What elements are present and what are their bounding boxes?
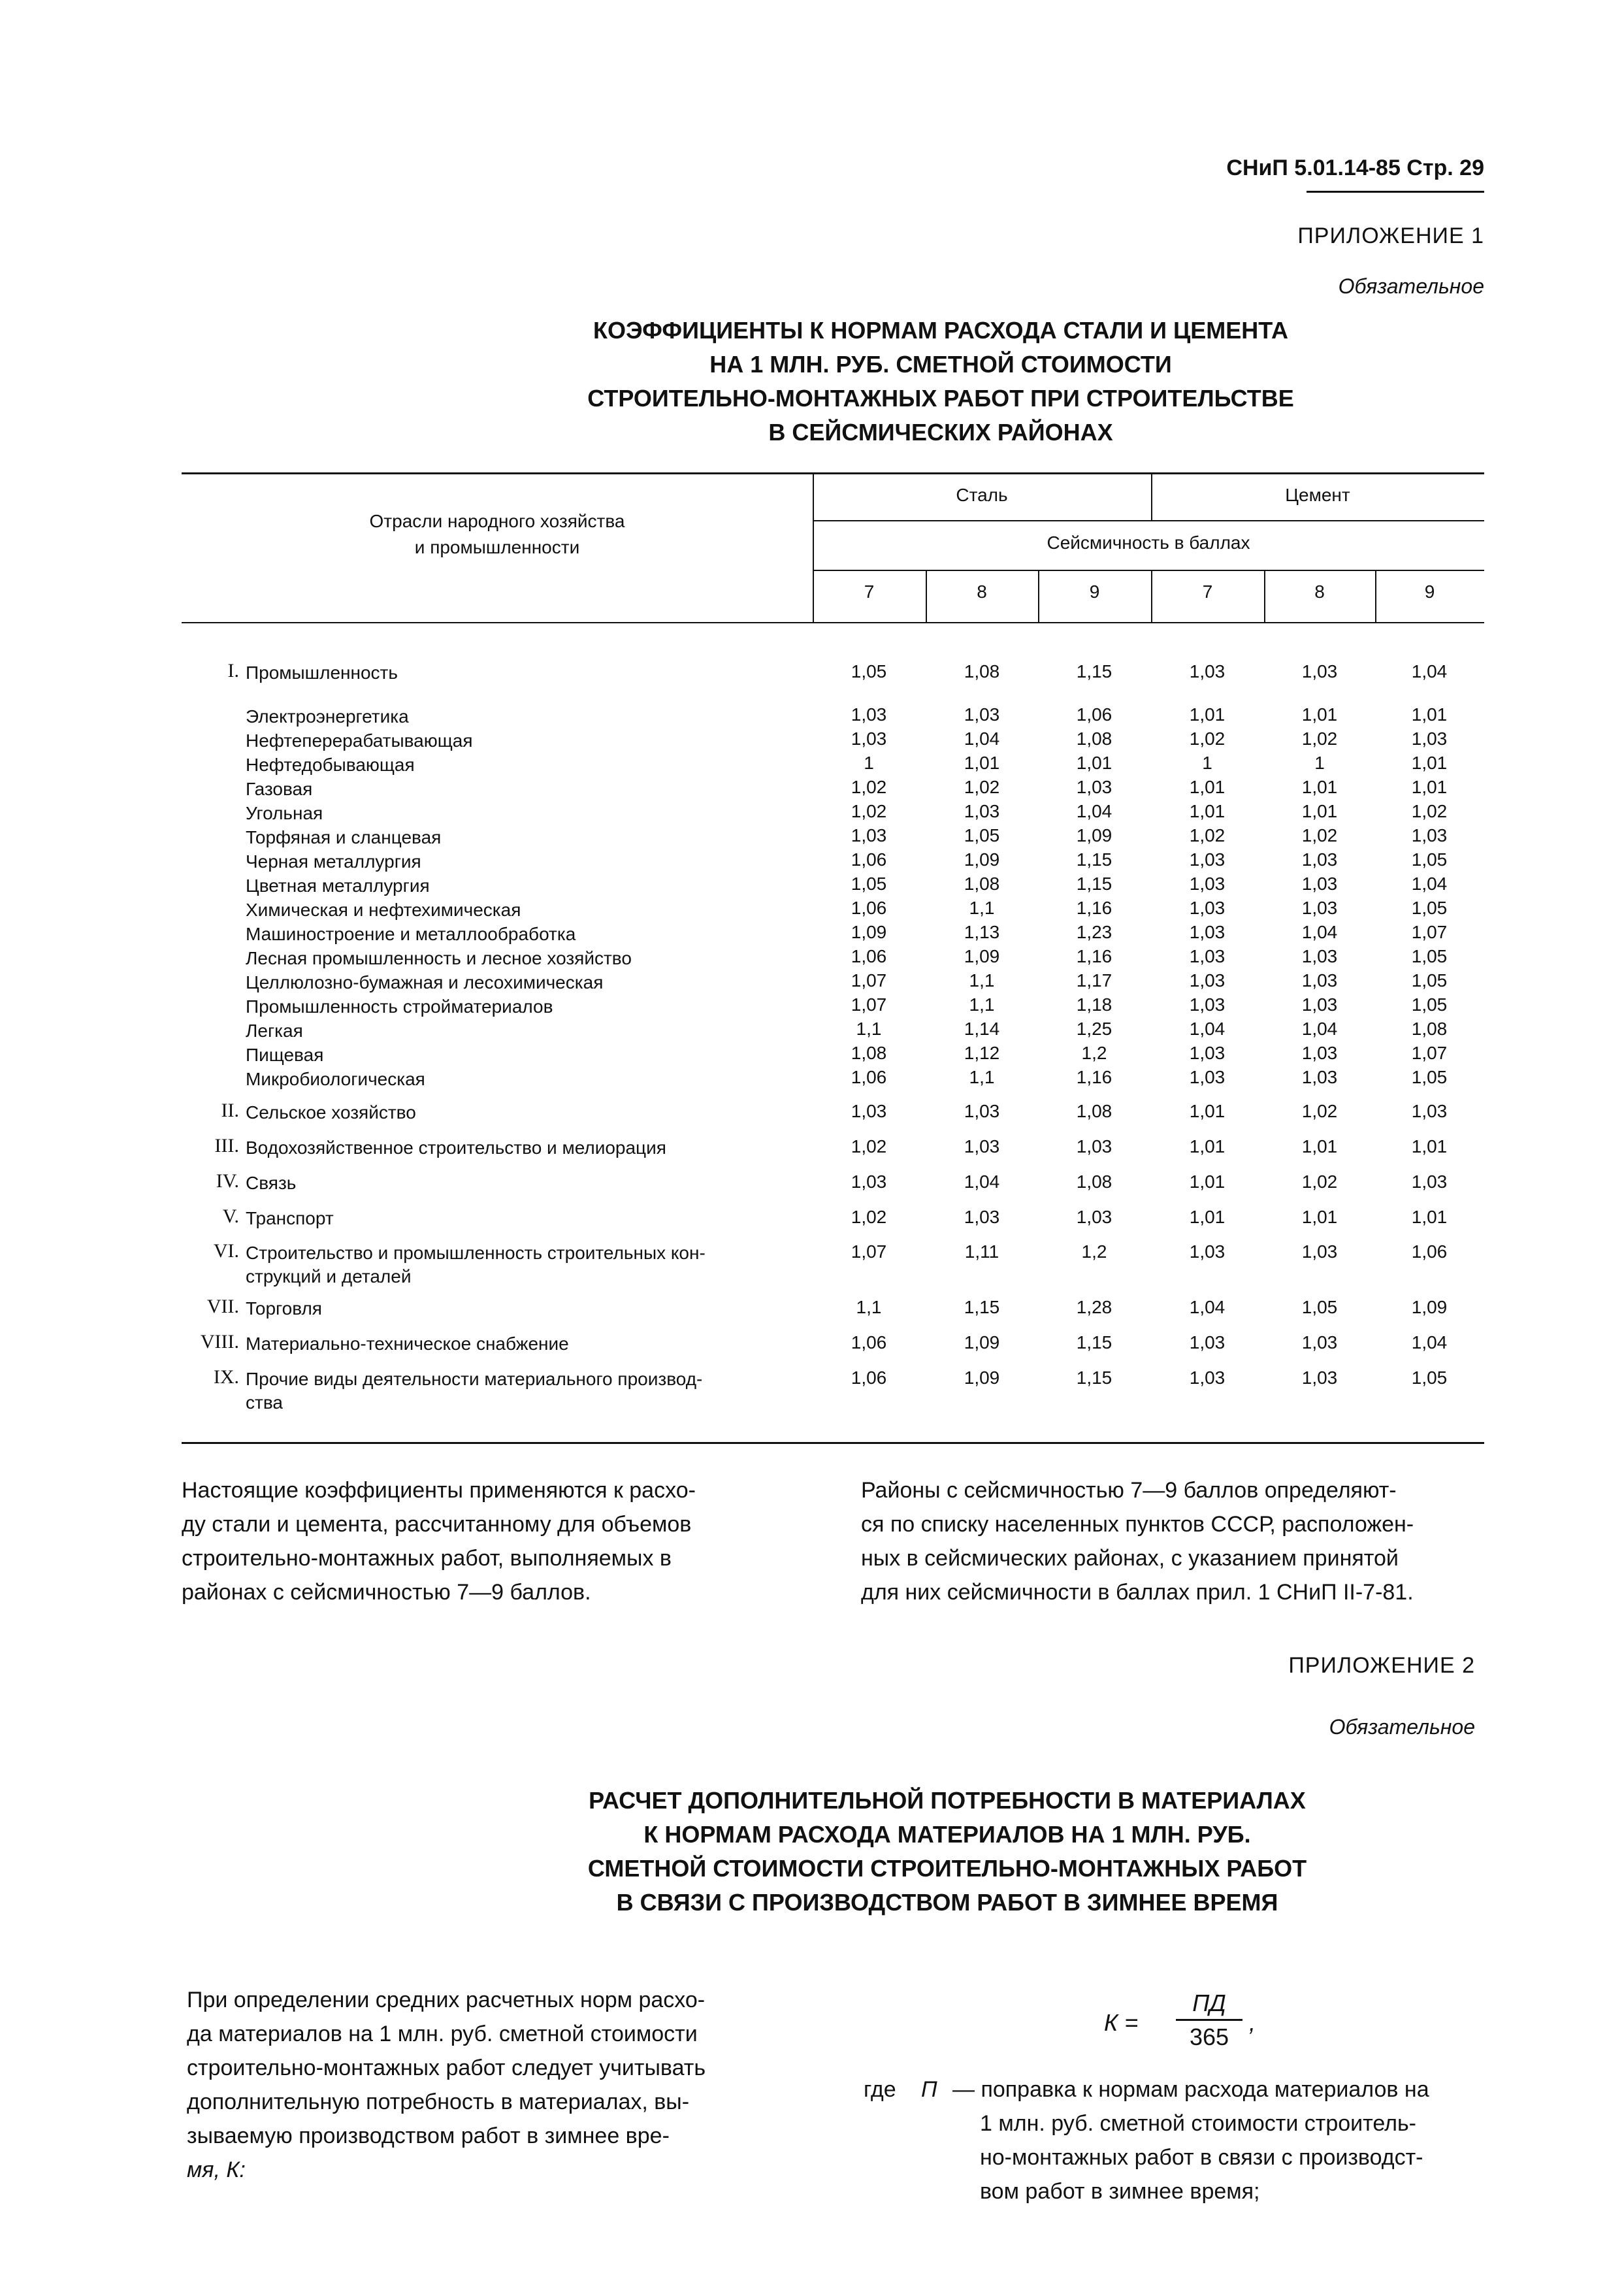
coefficient-cell: 1,03 <box>1301 946 1338 966</box>
formula-tail: , <box>1249 2009 1256 2036</box>
coefficient-cell: 1,03 <box>1189 1067 1226 1087</box>
coefficient-cell: 1,03 <box>851 825 887 845</box>
coefficient-cell: 1,03 <box>1301 970 1338 991</box>
coefficient-cell: 1 <box>864 753 874 773</box>
coefficient-cell: 1,04 <box>964 729 1000 749</box>
coefficient-cell: 1,2 <box>1081 1043 1107 1063</box>
subsector-label <box>246 994 794 1019</box>
sector-label <box>246 1207 794 1230</box>
coefficient-cell: 1,05 <box>851 874 887 894</box>
coefficient-cell: 1,08 <box>1411 1019 1448 1039</box>
coefficient-cell: 1,07 <box>1411 922 1448 942</box>
coefficient-cell: 1,06 <box>851 1067 887 1087</box>
coefficient-cell: 1,01 <box>1076 753 1112 773</box>
coefficient-cell: 1,03 <box>1411 825 1448 845</box>
coefficient-cell: 1,06 <box>851 946 887 966</box>
label-line: Нефтедобывающая <box>246 755 415 775</box>
coefficient-cell: 1,09 <box>964 946 1000 966</box>
coefficient-cell: 1,03 <box>1189 946 1226 966</box>
appendix1-label: ПРИЛОЖЕНИЕ 1 <box>1297 223 1484 248</box>
subsector-label <box>246 1019 794 1043</box>
appendix1-title-line: СТРОИТЕЛЬНО-МОНТАЖНЫХ РАБОТ ПРИ СТРОИТЕЛЬСТВЕ <box>587 385 1294 412</box>
note-right <box>861 1473 1484 1609</box>
coefficient-cell: 1,04 <box>1189 1297 1226 1317</box>
coefficient-cell: 1,2 <box>1081 1241 1107 1262</box>
coefficient-cell: 1,02 <box>851 1207 887 1227</box>
coefficient-cell: 1,03 <box>851 704 887 725</box>
score-header: 8 <box>1314 582 1325 602</box>
coefficient-cell: 1,01 <box>1189 1136 1226 1156</box>
fraction-bar <box>1176 2019 1242 2021</box>
coefficient-cell: 1,03 <box>1189 1043 1226 1063</box>
coefficient-cell: 1,05 <box>1301 1297 1338 1317</box>
note-right-line: Районы с сейсмичностью 7—9 баллов определяют- <box>861 1478 1397 1503</box>
label-line: Транспорт <box>246 1208 334 1228</box>
body-line: да материалов на 1 млн. руб. сметной стоимости <box>187 2022 698 2046</box>
coefficient-cell: 1,02 <box>1301 1101 1338 1121</box>
coefficient-cell: 1,02 <box>1189 825 1226 845</box>
row-roman-numeral: VIII. <box>200 1331 239 1352</box>
row-roman-numeral: VII. <box>206 1296 239 1317</box>
where-line: — поправка к нормам расхода материалов на <box>952 2077 1429 2102</box>
coefficient-cell: 1,02 <box>1189 729 1226 749</box>
label-line: Черная металлургия <box>246 851 421 872</box>
sector-label <box>246 1241 794 1288</box>
coefficient-cell: 1,04 <box>1301 1019 1338 1039</box>
body-line: зываемую производством работ в зимнее вре- <box>187 2123 670 2148</box>
label-line: Лесная промышленность и лесное хозяйство <box>246 948 632 968</box>
label-line: Промышленность <box>246 663 398 683</box>
subsector-label <box>246 898 794 922</box>
coefficient-cell: 1,15 <box>964 1297 1000 1317</box>
appendix1-title <box>451 314 1431 450</box>
where-symbol: П <box>921 2077 937 2102</box>
subsector-label <box>246 825 794 849</box>
label-line: Целлюлозно-бумажная и лесохимическая <box>246 972 604 992</box>
coefficient-cell: 1,09 <box>1411 1297 1448 1317</box>
coefficient-cell: 1,18 <box>1076 994 1112 1015</box>
where-line: 1 млн. руб. сметной стоимости строитель- <box>980 2111 1416 2136</box>
coefficient-cell: 1,03 <box>1411 1172 1448 1192</box>
coefficient-cell: 1,07 <box>1411 1043 1448 1063</box>
coefficient-cell: 1 <box>1202 753 1212 773</box>
coefficient-cell: 1,02 <box>964 777 1000 797</box>
coefficient-cell: 1,15 <box>1076 874 1112 894</box>
label-line: Микробиологическая <box>246 1069 425 1089</box>
label-line: ства <box>246 1392 283 1413</box>
row-roman-numeral: I. <box>227 660 239 681</box>
appendix2-title-line: К НОРМАМ РАСХОДА МАТЕРИАЛОВ НА 1 МЛН. РУБ. <box>643 1821 1251 1848</box>
label-line: Торфяная и сланцевая <box>246 827 442 847</box>
subsector-label <box>246 753 794 777</box>
label-line: Нефтеперерабатывающая <box>246 730 473 751</box>
coefficient-cell: 1,03 <box>1189 1368 1226 1388</box>
score-header: 7 <box>1202 582 1213 602</box>
coefficient-cell: 1,03 <box>1411 729 1448 749</box>
note-left-line: строительно-монтажных работ, выполняемых в <box>182 1546 672 1571</box>
appendix2-title <box>457 1784 1437 1920</box>
coefficient-cell: 1,14 <box>964 1019 1000 1039</box>
score-header: 8 <box>977 582 987 602</box>
table-hline <box>813 520 1484 521</box>
table-hline <box>813 570 1484 571</box>
coefficient-cell: 1,06 <box>1076 704 1112 725</box>
coefficient-cell: 1,06 <box>851 1368 887 1388</box>
coefficient-cell: 1,03 <box>1189 1332 1226 1352</box>
label-line: Прочие виды деятельности материального производ- <box>246 1369 703 1389</box>
coefficient-cell: 1,09 <box>964 1332 1000 1352</box>
coefficient-cell: 1,07 <box>851 1241 887 1262</box>
coefficient-cell: 1,08 <box>964 661 1000 681</box>
coefficient-cell: 1,02 <box>1411 801 1448 821</box>
coefficient-cell: 1,23 <box>1076 922 1112 942</box>
coefficient-cell: 1,15 <box>1076 1368 1112 1388</box>
label-line: Пищевая <box>246 1045 324 1065</box>
coefficient-cell: 1,01 <box>1189 801 1226 821</box>
coefficient-cell: 1,03 <box>1189 898 1226 918</box>
appendix1-title-line: КОЭФФИЦИЕНТЫ К НОРМАМ РАСХОДА СТАЛИ И ЦЕМЕНТА <box>593 317 1288 344</box>
label-line: Химическая и нефтехимическая <box>246 900 521 920</box>
coefficient-cell: 1,05 <box>1411 1067 1448 1087</box>
note-left-line: ду стали и цемента, рассчитанному для объемов <box>182 1512 692 1537</box>
coefficient-cell: 1,05 <box>1411 849 1448 870</box>
label-line: Легкая <box>246 1021 303 1041</box>
label-line: Сельское хозяйство <box>246 1102 416 1122</box>
coefficient-cell: 1,03 <box>1301 898 1338 918</box>
appendix2-status: Обязательное <box>1329 1715 1475 1739</box>
table-head-rule <box>182 622 1484 623</box>
coefficient-cell: 1,03 <box>964 704 1000 725</box>
label-line: Газовая <box>246 779 313 799</box>
coefficient-cell: 1,03 <box>964 1136 1000 1156</box>
coefficient-cell: 1,01 <box>1411 777 1448 797</box>
coefficient-cell: 1,03 <box>1076 777 1112 797</box>
subsector-label <box>246 704 794 729</box>
coefficient-cell: 1,01 <box>1189 1172 1226 1192</box>
appendix2-title-line: В СВЯЗИ С ПРОИЗВОДСТВОМ РАБОТ В ЗИМНЕЕ ВРЕМЯ <box>616 1889 1278 1916</box>
coefficient-cell: 1,06 <box>851 1332 887 1352</box>
body-line: дополнительную потребность в материалах, вы- <box>187 2089 690 2114</box>
where-prefix: где <box>864 2077 896 2102</box>
coefficient-cell: 1,02 <box>851 777 887 797</box>
where-line: вом работ в зимнее время; <box>980 2179 1260 2204</box>
coefficient-cell: 1,1 <box>969 970 995 991</box>
coefficient-cell: 1,03 <box>851 1172 887 1192</box>
coefficient-cell: 1,08 <box>1076 1101 1112 1121</box>
coefficient-cell: 1,05 <box>964 825 1000 845</box>
note-left-line: Настоящие коэффициенты применяются к расхо- <box>182 1478 696 1503</box>
coefficient-cell: 1,12 <box>964 1043 1000 1063</box>
coefficient-cell: 1,05 <box>1411 994 1448 1015</box>
score-header: 7 <box>864 582 875 602</box>
row-roman-numeral: III. <box>214 1135 239 1156</box>
coefficient-cell: 1 <box>1314 753 1325 773</box>
where-line: но-монтажных работ в связи с производст- <box>980 2145 1423 2170</box>
coefficient-cell: 1,03 <box>1189 970 1226 991</box>
coefficient-cell: 1,06 <box>1411 1241 1448 1262</box>
coefficient-cell: 1,03 <box>1301 1067 1338 1087</box>
subsector-label <box>246 946 794 970</box>
coefficient-cell: 1,03 <box>1189 661 1226 681</box>
cement-group-header: Цемент <box>1285 485 1350 505</box>
coefficient-cell: 1,15 <box>1076 661 1112 681</box>
label-line: Строительство и промышленность строительных кон- <box>246 1243 706 1263</box>
label-line: Электроэнергетика <box>246 706 409 727</box>
row-roman-numeral: IX. <box>213 1366 239 1388</box>
coefficient-cell: 1,09 <box>851 922 887 942</box>
appendix1-status: Обязательное <box>1338 274 1484 298</box>
coefficient-cell: 1,01 <box>1301 777 1338 797</box>
label-line: Связь <box>246 1173 297 1193</box>
header-rule <box>1307 191 1484 193</box>
label-line: Промышленность стройматериалов <box>246 996 553 1017</box>
coefficient-cell: 1,01 <box>1301 704 1338 725</box>
coefficient-cell: 1,01 <box>1411 704 1448 725</box>
subsector-label <box>246 849 794 874</box>
coefficient-cell: 1,02 <box>1301 1172 1338 1192</box>
coefficient-cell: 1,1 <box>856 1297 882 1317</box>
coefficient-cell: 1,08 <box>1076 729 1112 749</box>
coefficient-cell: 1,28 <box>1076 1297 1112 1317</box>
coefficient-cell: 1,03 <box>1189 994 1226 1015</box>
body-line: строительно-монтажных работ следует учитывать <box>187 2056 706 2080</box>
formula-lhs: К = <box>1104 2009 1139 2036</box>
coefficient-cell: 1,11 <box>964 1241 999 1262</box>
row-roman-numeral: VI. <box>213 1240 239 1262</box>
where-definition <box>952 2073 1484 2208</box>
document-reference: СНиП 5.01.14-85 Стр. 29 <box>1226 156 1484 180</box>
coefficient-cell: 1,03 <box>1189 874 1226 894</box>
coefficient-cell: 1,08 <box>964 874 1000 894</box>
label-line: Цветная металлургия <box>246 876 430 896</box>
note-right-line: для них сейсмичности в баллах прил. 1 СНиП II-7-81. <box>861 1580 1414 1605</box>
label-line: Угольная <box>246 803 323 823</box>
sector-label <box>246 1332 794 1356</box>
coefficient-cell: 1,1 <box>856 1019 882 1039</box>
subsector-label <box>246 777 794 801</box>
formula-denominator: 365 <box>1189 2024 1229 2050</box>
appendix2-label: ПРИЛОЖЕНИЕ 2 <box>1288 1653 1475 1678</box>
score-header: 9 <box>1089 582 1100 602</box>
coefficient-cell: 1,03 <box>1189 1241 1226 1262</box>
sector-label <box>246 1297 794 1320</box>
coefficient-cell: 1,16 <box>1076 898 1112 918</box>
label-line: Торговля <box>246 1298 322 1319</box>
coefficient-cell: 1,01 <box>1411 753 1448 773</box>
coefficient-cell: 1,1 <box>969 898 995 918</box>
table-top-rule <box>182 472 1484 474</box>
coefficient-cell: 1,04 <box>1411 1332 1448 1352</box>
coefficient-cell: 1,03 <box>1076 1207 1112 1227</box>
body-line: При определении средних расчетных норм расхо- <box>187 1988 706 2012</box>
coefficient-cell: 1,03 <box>1301 1241 1338 1262</box>
coefficient-cell: 1,05 <box>1411 1368 1448 1388</box>
coefficient-cell: 1,03 <box>964 1207 1000 1227</box>
coefficient-cell: 1,02 <box>851 801 887 821</box>
subsector-label <box>246 729 794 753</box>
coefficient-cell: 1,07 <box>851 994 887 1015</box>
coefficient-cell: 1,09 <box>964 849 1000 870</box>
note-right-line: ся по списку населенных пунктов СССР, расположен- <box>861 1512 1414 1537</box>
coefficient-cell: 1,03 <box>1411 1101 1448 1121</box>
coefficient-cell: 1,13 <box>964 922 1000 942</box>
coefficient-cell: 1,05 <box>1411 946 1448 966</box>
coefficient-cell: 1,08 <box>851 1043 887 1063</box>
note-right-line: ных в сейсмических районах, с указанием принятой <box>861 1546 1399 1571</box>
coefficient-cell: 1,03 <box>1301 994 1338 1015</box>
sector-column-header <box>182 508 813 561</box>
coefficient-cell: 1,01 <box>1301 1207 1338 1227</box>
seismic-header: Сейсмичность в баллах <box>1047 533 1250 553</box>
subsector-label <box>246 801 794 825</box>
coefficient-cell: 1,01 <box>1411 1207 1448 1227</box>
label-line: Материально-техническое снабжение <box>246 1334 569 1354</box>
coefficient-cell: 1,05 <box>1411 970 1448 991</box>
coefficient-cell: 1,01 <box>1189 1101 1226 1121</box>
coefficient-cell: 1,03 <box>1189 849 1226 870</box>
sector-header-line: и промышленности <box>414 537 580 557</box>
coefficient-cell: 1,05 <box>1411 898 1448 918</box>
body-line: мя, К: <box>187 2157 246 2182</box>
coefficient-cell: 1,03 <box>964 1101 1000 1121</box>
formula-numerator: ПД <box>1192 1990 1226 2016</box>
coefficient-cell: 1,01 <box>1301 1136 1338 1156</box>
coefficient-cell: 1,16 <box>1076 1067 1112 1087</box>
coefficient-cell: 1,03 <box>1301 874 1338 894</box>
label-line: струкций и деталей <box>246 1266 412 1286</box>
coefficient-cell: 1,01 <box>1189 1207 1226 1227</box>
row-roman-numeral: II. <box>221 1100 239 1121</box>
row-roman-numeral: IV. <box>216 1170 239 1192</box>
coefficient-cell: 1,25 <box>1076 1019 1112 1039</box>
appendix2-title-line: СМЕТНОЙ СТОИМОСТИ СТРОИТЕЛЬНО-МОНТАЖНЫХ РАБОТ <box>587 1855 1307 1882</box>
coefficient-cell: 1,15 <box>1076 1332 1112 1352</box>
row-roman-numeral: V. <box>222 1205 239 1227</box>
coefficient-cell: 1,04 <box>1411 874 1448 894</box>
coefficient-cell: 1,06 <box>851 898 887 918</box>
sector-label <box>246 1136 794 1160</box>
coefficient-cell: 1,08 <box>1076 1172 1112 1192</box>
coefficient-cell: 1,03 <box>851 1101 887 1121</box>
subsector-label <box>246 970 794 994</box>
coefficient-cell: 1,06 <box>851 849 887 870</box>
sector-label <box>246 1101 794 1124</box>
coefficient-cell: 1,07 <box>851 970 887 991</box>
coefficient-cell: 1,04 <box>1189 1019 1226 1039</box>
coefficient-cell: 1,02 <box>1301 729 1338 749</box>
coefficient-cell: 1,03 <box>1301 1368 1338 1388</box>
coefficient-cell: 1,09 <box>1076 825 1112 845</box>
coefficient-cell: 1,03 <box>1301 849 1338 870</box>
appendix1-title-line: В СЕЙСМИЧЕСКИХ РАЙОНАХ <box>768 419 1113 446</box>
coefficient-cell: 1,02 <box>1301 825 1338 845</box>
coefficient-cell: 1,03 <box>1189 922 1226 942</box>
coefficient-cell: 1,15 <box>1076 849 1112 870</box>
coefficient-cell: 1,04 <box>1411 661 1448 681</box>
subsector-label <box>246 1043 794 1067</box>
appendix1-title-line: НА 1 МЛН. РУБ. СМЕТНОЙ СТОИМОСТИ <box>709 351 1172 378</box>
sector-label <box>246 1368 794 1415</box>
coefficient-cell: 1,03 <box>1301 1332 1338 1352</box>
coefficient-cell: 1,01 <box>1411 1136 1448 1156</box>
appendix2-title-line: РАСЧЕТ ДОПОЛНИТЕЛЬНОЙ ПОТРЕБНОСТИ В МАТЕРИАЛАХ <box>589 1787 1306 1814</box>
coefficient-cell: 1,05 <box>851 661 887 681</box>
coefficient-cell: 1,03 <box>1076 1136 1112 1156</box>
coefficient-cell: 1,16 <box>1076 946 1112 966</box>
coefficient-cell: 1,04 <box>964 1172 1000 1192</box>
score-header: 9 <box>1424 582 1435 602</box>
coefficient-cell: 1,1 <box>969 1067 995 1087</box>
coefficient-cell: 1,17 <box>1076 970 1112 991</box>
steel-group-header: Сталь <box>956 485 1008 505</box>
coefficient-cell: 1,03 <box>964 801 1000 821</box>
subsector-label <box>246 874 794 898</box>
subsector-label <box>246 922 794 946</box>
coefficient-cell: 1,09 <box>964 1368 1000 1388</box>
sector-label <box>246 661 794 685</box>
coefficient-cell: 1,03 <box>1301 1043 1338 1063</box>
appendix2-body <box>187 1983 801 2187</box>
coefficient-cell: 1,01 <box>1189 704 1226 725</box>
subsector-label <box>246 1067 794 1091</box>
coefficient-cell: 1,03 <box>1301 661 1338 681</box>
coefficient-cell: 1,1 <box>969 994 995 1015</box>
coefficient-cell: 1,01 <box>1189 777 1226 797</box>
note-left <box>182 1473 800 1609</box>
label-line: Водохозяйственное строительство и мелиорация <box>246 1138 666 1158</box>
coefficient-cell: 1,04 <box>1076 801 1112 821</box>
sector-label <box>246 1172 794 1195</box>
coefficient-cell: 1,02 <box>851 1136 887 1156</box>
coefficient-cell: 1,04 <box>1301 922 1338 942</box>
sector-header-line: Отрасли народного хозяйства <box>369 511 625 531</box>
note-left-line: районах с сейсмичностью 7—9 баллов. <box>182 1580 591 1605</box>
label-line: Машиностроение и металлообработка <box>246 924 576 944</box>
coefficient-cell: 1,01 <box>964 753 1000 773</box>
coefficient-cell: 1,03 <box>851 729 887 749</box>
table-bottom-rule <box>182 1442 1484 1444</box>
coefficient-cell: 1,01 <box>1301 801 1338 821</box>
